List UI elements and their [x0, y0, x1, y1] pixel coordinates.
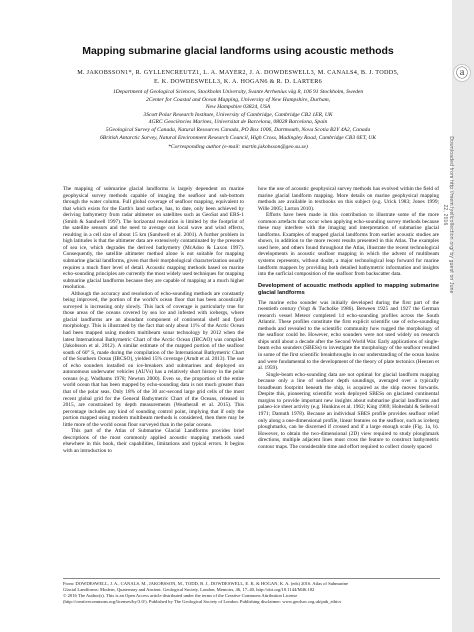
affiliation: 4GRC Geociències Marines, Universitat de Barcelona, 08028 Barcelona, Spain: [148, 119, 328, 126]
affiliation: 5Geological Survey of Canada, Natural Resources Canada, PO Box 1006, Dartmouth, Nova Scotia B2Y 4A2, Canada: [105, 126, 371, 133]
section-heading: Development of acoustic methods applied to mapping submarine glacial landforms: [258, 282, 439, 296]
affiliation: 2Center for Coastal and Ocean Mapping, University of New Hampshire, Durham,: [145, 96, 331, 103]
paragraph: how the use of acoustic geophysical survey methods has evolved within the field of marine glacial landform mapping. More details on marine geophysical mapping methods are available in textbooks on this subject (e.g. Urick 1983; Jones 1999; Wille 2005; Lurton 2010).: [258, 186, 439, 212]
affiliation-list: [40, 89, 436, 152]
affiliation: New Hampshire 03824, USA: [205, 104, 271, 111]
open-access-icon[interactable]: ⓐ: [453, 64, 471, 82]
paragraph: Single-beam echo-sounding data are not optimal for glacial landform mapping because only a line of seafloor depth soundings, averaged over a typically broadbeam footprint beneath the ship, is acquired as the ship moves forwards. Despite this, pioneering scientific work deployed SBESs on glaciated continental margins to provide important new insights about submarine glacial landforms and palaeo-ice sheet activity (e.g. Hunkins et al. 1962; King 1969; Holtedahl & Sellevoll 1971; Damuth 1978). Because an individual SBES profile provides seafloor relief only along a one-dimensional profile, linear features on the seafloor, such as iceberg ploughmarks, can be discerned if crossed and if a large enough scale (Fig. 1a, b). However, to obtain the two-dimensional (2D) view required to study ploughmark directions, multiple adjacent lines must cross the feature to construct bathymetric contour maps. The considerable time and effort required to collect closely spaced: [258, 371, 439, 450]
footer-line: © 2016 The Author(s). This is an Open Access article distributed under the terms of the Creative Commons Attribution License: [63, 593, 298, 598]
footer-line: Glacial Landforms: Modern, Quaternary and Ancient. Geological Society, London, Memoirs, 46, 17–40, http://doi.org/10.1144/M46.182: [63, 587, 315, 592]
paragraph: The marine echo sounder was initially developed during the first part of the twentieth century (Vogt & Tucholke 1986). Between 1925 and 1927 the German research vessel Meteor completed 14 echo-sounding profiles across the South Atlantic. These profiles constitute the first explicit scientific use of echo-sounding methods and revealed to the scientific community how rugged the morphology of the seafloor could be. However, echo sounders were not used widely on research ships until about a decade after the Second World War. Early applications of single-beam echo sounders (SBESs) to investigate the morphology of the seafloor resulted in some of the first scientific breakthroughs in our understanding of the ocean basins and were fundamental to the development of the theory of plate tectonics (Heezen et al. 1959).: [258, 299, 439, 372]
side-strip: [442, 0, 474, 632]
author-line: M. JAKOBSSON1*, R. GYLLENCREUTZ1, L. A. MAYER2, J. A. DOWDESWELL3, M. CANALS4, B. J. TODD5,: [77, 69, 399, 76]
paragraph: The mapping of submarine glacial landforms is largely dependent on marine geophysical survey methods capable of imaging the seafloor and sub-bottom through the water column. Full global coverage of seafloor mapping, equivalent to that which exists for the Earth's land surface, has, to date, only been achieved by deriving bathymetry from radar altimeter on satellites such as GeoSat and ERS-1 (Smith & Sandwell 1997). The horizontal resolution is limited by the footprint of the satellite sensors and the need to average out local wave and wind effects, resulting in a cell size of about 15 km (Sandwell et al. 2001). A further problem in high latitudes is that the altimeter data are extensively contaminated by the presence of sea ice, which degrades the derived bathymetry (McAdoo & Laxon 1997). Consequently, the satellite altimeter method alone is not suitable for mapping submarine glacial landforms, given that their morphological characterization usually requires a much finer level of detail. Acoustic mapping methods based on marine echo-sounding principles are currently the most widely used techniques for mapping submarine glacial landforms because they are capable of mapping at a much higher resolution.: [63, 186, 244, 291]
footer-line: From: DOWDESWELL, J. A., CANALS, M., JAKOBSSON, M., TODD, B. J., DOWDESWELL, E. K. & HOGAN, K. A. (eds) 2016. Atlas of Submarine: [63, 581, 349, 586]
footer-line: (http://creativecommons.org/licenses/by/3.0/). Published by The Geological Society of London. Publishing disclaimer: www.geolsoc.org.uk/pub_ethics: [63, 599, 342, 604]
affiliation: 3Scott Polar Research Institute, University of Cambridge, Cambridge CB2 1ER, UK: [143, 111, 333, 118]
right-column: [258, 186, 439, 450]
corresponding-author: *Corresponding author (e-mail: martin.jakobsson@geo.su.se): [168, 144, 308, 151]
affiliation: 1Department of Geological Sciences, Stockholm University, Svante Arrhenius väg 8, 106 91 Stockholm, Sweden: [112, 89, 364, 95]
affiliation: 6British Antarctic Survey, Natural Environment Research Council, High Cross, Madingley Road, Cambridge CB3 0ET, UK: [100, 134, 376, 141]
paragraph: This part of the Atlas of Submarine Glacial Landforms provides brief descriptions of the most commonly applied acoustic mapping methods used elsewhere in this book, their capabilities, limitations and typical errors. It begins with an introduction to: [63, 428, 244, 454]
author-list: [36, 68, 440, 86]
left-column: [63, 186, 244, 454]
author-line: E. K. DOWDESWELL3, K. A. HOGAN6 & R. D. LARTER6: [153, 78, 323, 85]
download-notice: Downloaded from http://mem.lyellcollection.org/ by guest on June 22, 2016: [442, 136, 454, 294]
paper-title: Mapping submarine glacial landforms using acoustic methods: [82, 45, 394, 57]
citation-footer: [63, 578, 440, 605]
paragraph: Although the accuracy and resolution of echo-sounding methods are constantly being improved, the portion of the world's ocean floor that has been acoustically surveyed is increasing only slowly. This lack of coverage is particularly true for those areas of the oceans covered by sea ice and infested with icebergs, where glacial landforms are an abundant component of continental shelf and fjord morphology. This is illustrated by the fact that only about 11% of the Arctic Ocean had been mapped using modern multibeam sonar technology by 2012 when the latest International Bathymetric Chart of the Arctic Ocean (IBCAO) was compiled (Jakobsson et al. 2012). A similar estimate of the mapped portion of the seafloor south of 60° S, made during the compilation of the International Bathymetric Chart of the Southern Ocean (IBCSO), yielded 15% coverage (Arndt et al. 2013). The use of echo sounders installed on ice-breakers and submarines and deployed on autonomous underwater vehicles (AUVs) has a relatively short history in the polar oceans (e.g. Wadhams 1978; Newton 2000). Even so, the proportion of the entire world ocean that has been mapped by echo-sounding data is not much greater than that of the polar seas. Only 18% of the 30 arc-second large grid cells of the most recent global grid for the General Bathymetric Chart of the Oceans, released in 2015, are constrained by depth measurements (Weatherall et al. 2015). This percentage includes any kind of sounding control point, implying that if only the portion mapped using modern multibeam methods is considered, then there may be little more of the world ocean floor surveyed than in the polar oceans.: [63, 290, 244, 428]
paragraph: Efforts have been made in this contribution to illustrate some of the more common artefacts that occur when applying echo-sounding survey methods because these may interfere with the imaging and interpretation of submarine glacial landforms. Examples of mapped glacial landforms from earlier acoustic studies are shown, in addition to the more recent results presented in this Atlas. The examples used here, and others found throughout the Atlas, illustrate the recent technological developments in acoustic seafloor mapping in which the advent of multibeam systems represents, without doubt, a major technological leap forward for marine landform mappers by providing both detailed bathymetric information and insights into the surficial composition of the seafloor from backscatter data.: [258, 212, 439, 278]
